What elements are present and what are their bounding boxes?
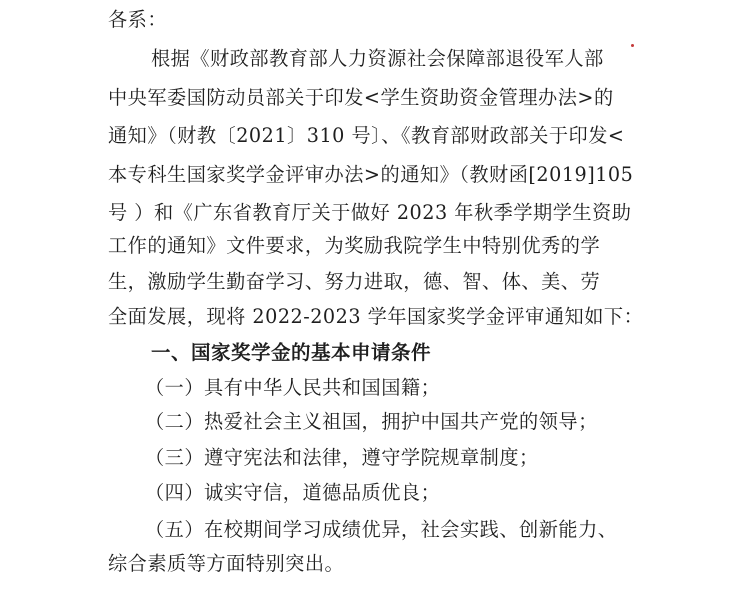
condition-item: （三）遵守宪法和法律，遵守学院规章制度；: [145, 446, 539, 469]
red-ink-dot: [631, 44, 634, 47]
condition-item: （四）诚实守信，道德品质优良；: [145, 481, 441, 504]
condition-item: （五）在校期间学习成绩优异，社会实践、创新能力、: [145, 518, 618, 541]
paragraph-line: 号 ）和《广东省教育厅关于做好 2023 年秋季学期学生资助: [108, 201, 632, 224]
section-heading: 一、国家奖学金的基本申请条件: [151, 341, 432, 364]
condition-item: （一）具有中华人民共和国国籍；: [145, 376, 441, 399]
paragraph-line: 工作的通知》文件要求，为奖励我院学生中特别优秀的学: [108, 234, 601, 257]
salutation: 各系：: [108, 8, 168, 31]
paragraph-line: 中央军委国防动员部关于印发<学生资助资金管理办法>的: [108, 86, 614, 109]
paragraph-line: 本专科生国家奖学金评审办法>的通知》（教财函[2019]105: [108, 163, 634, 186]
condition-item: （二）热爱社会主义祖国，拥护中国共产党的领导；: [145, 410, 598, 433]
paragraph-line: 全面发展，现将 2022-2023 学年国家奖学金评审通知如下：: [108, 305, 644, 328]
paragraph-line: 根据《财政部教育部人力资源社会保障部退役军人部: [151, 47, 604, 70]
paragraph-line: 生，激励学生勤奋学习、努力进取，德、智、体、美、劳: [108, 270, 601, 293]
condition-continuation: 综合素质等方面特别突出。: [108, 552, 345, 575]
paragraph-line: 通知》（财教〔2021〕310 号〕、《教育部财政部关于印发<: [108, 124, 625, 147]
